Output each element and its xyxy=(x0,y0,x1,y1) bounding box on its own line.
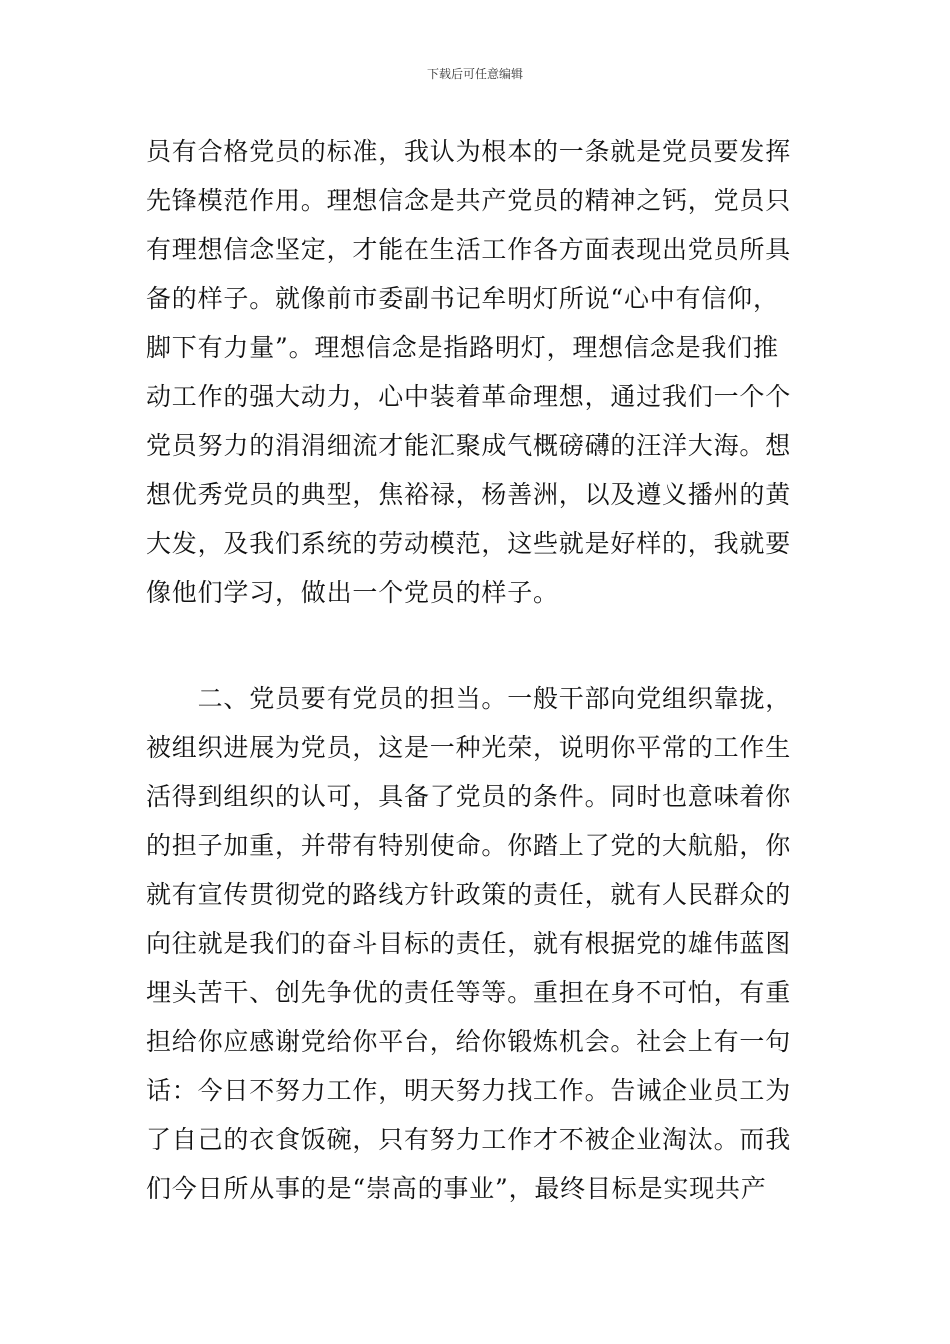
text-line: 动工作的强大动力，心中装着革命理想，通过我们一个个 xyxy=(146,382,792,411)
text-line: 脚下有力量”。理想信念是指路明灯，理想信念是我们推 xyxy=(146,333,779,362)
text-line: 备的样子。就像前市委副书记牟明灯所说“心中有信仰， xyxy=(146,284,779,313)
text-line: 话：今日不努力工作，明天努力找工作。告诫企业员工为 xyxy=(146,1076,792,1105)
text-line: 被组织进展为党员，这是一种光荣，说明你平常的工作生 xyxy=(146,733,792,762)
text-line: 想优秀党员的典型，焦裕禄，杨善洲，以及遵义播州的黄 xyxy=(146,480,792,509)
text-line: 员有合格党员的标准，我认为根本的一条就是党员要发挥 xyxy=(146,137,792,166)
text-line: 二、党员要有党员的担当。一般干部向党组织靠拢， xyxy=(146,684,792,713)
text-line: 活得到组织的认可，具备了党员的条件。同时也意味着你 xyxy=(146,782,792,811)
text-line: 担给你应感谢党给你平台，给你锻炼机会。社会上有一句 xyxy=(146,1027,792,1056)
text-line: 了自己的衣食饭碗，只有努力工作才不被企业淘汰。而我 xyxy=(146,1125,792,1154)
body-paragraph xyxy=(146,674,816,1213)
text-line: 大发，及我们系统的劳动模范，这些就是好样的，我就要 xyxy=(146,529,792,558)
text-line: 有理想信念坚定，才能在生活工作各方面表现出党员所具 xyxy=(146,235,792,264)
text-line: 像他们学习，做出一个党员的样子。 xyxy=(146,578,559,607)
text-line: 的担子加重，并带有特别使命。你踏上了党的大航船，你 xyxy=(146,831,792,860)
text-line: 们今日所从事的是“崇高的事业”，最终目标是实现共产 xyxy=(146,1174,767,1203)
body-paragraph xyxy=(146,127,816,617)
text-line: 埋头苦干、创先争优的责任等等。重担在身不可怕，有重 xyxy=(146,978,792,1007)
text-line: 向往就是我们的奋斗目标的责任，就有根据党的雄伟蓝图 xyxy=(146,929,792,958)
text-line: 就有宣传贯彻党的路线方针政策的责任，就有人民群众的 xyxy=(146,880,792,909)
text-line: 先锋模范作用。理想信念是共产党员的精神之钙，党员只 xyxy=(146,186,792,215)
text-line: 党员努力的涓涓细流才能汇聚成气概磅礴的汪洋大海。想 xyxy=(146,431,792,460)
page-header: 下载后可任意编辑 xyxy=(426,67,523,81)
